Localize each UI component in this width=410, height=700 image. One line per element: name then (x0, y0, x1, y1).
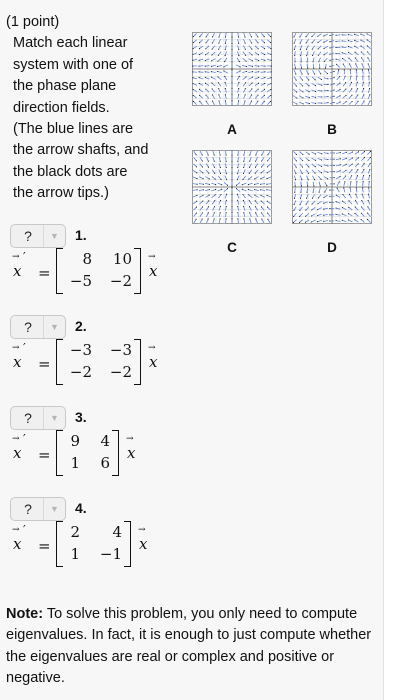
matrix-bracket-right (124, 521, 131, 567)
equals-sign: = (38, 355, 51, 373)
intro-line: the phase plane (13, 78, 117, 95)
lhs-variable: x (13, 444, 22, 462)
matrix-cell: 8 (82, 250, 92, 268)
matrix-cell: 1 (70, 545, 80, 563)
answer-select-3[interactable] (10, 406, 66, 430)
matrix-cell: −2 (109, 272, 132, 290)
system-equation (10, 246, 260, 302)
direction-field-node-icon (192, 150, 272, 224)
system-4 (10, 497, 260, 577)
matrix-bracket-right (134, 339, 141, 385)
answer-select-2[interactable] (10, 315, 66, 339)
select-value: ? (24, 410, 32, 426)
system-number: 3. (75, 409, 87, 425)
note-text: To solve this problem, you only need to compute eigenvalues. In fact, it is enough to just compute whether the eigenvalues are real or complex and positive or negative. (6, 606, 372, 687)
select-value: ? (24, 319, 32, 335)
system-3 (10, 406, 260, 486)
vector-arrow-icon: → (12, 525, 20, 535)
direction-field-saddle-icon (292, 150, 372, 224)
vector-arrow-icon: → (148, 252, 156, 262)
vector-arrow-icon: → (126, 434, 134, 444)
field-label-a: A (227, 122, 237, 137)
matrix-cell: −2 (69, 363, 92, 381)
rhs-variable: x (139, 535, 148, 553)
equals-sign: = (38, 537, 51, 555)
vector-arrow-icon: → (12, 252, 20, 262)
matrix-cell: 2 (70, 523, 80, 541)
matrix-cell: −1 (99, 545, 122, 563)
chevron-down-icon: ▼ (43, 407, 65, 429)
prime-mark: ′ (23, 341, 26, 355)
system-equation (10, 519, 260, 575)
prime-mark: ′ (23, 250, 26, 264)
matrix-cell: −3 (69, 341, 92, 359)
chevron-down-icon: ▼ (43, 225, 65, 247)
matrix-cell: 4 (100, 432, 110, 450)
matrix-cell: −3 (109, 341, 132, 359)
vector-arrow-icon: → (12, 434, 20, 444)
matrix-cell: 10 (112, 250, 132, 268)
direction-field-a[interactable] (192, 32, 272, 106)
intro-line: system with one of (13, 56, 134, 73)
intro-line: the arrow shafts, and (13, 142, 149, 159)
intro-line: the black dots are (13, 163, 128, 180)
matrix-cell: −2 (109, 363, 132, 381)
matrix-cell: 4 (112, 523, 122, 541)
equals-sign: = (38, 446, 51, 464)
matrix-cell: 1 (70, 454, 80, 472)
lhs-variable: x (13, 535, 22, 553)
system-number: 2. (75, 318, 87, 334)
chevron-down-icon: ▼ (43, 316, 65, 338)
rhs-variable: x (149, 262, 158, 280)
answer-select-4[interactable] (10, 497, 66, 521)
system-equation (10, 428, 260, 484)
prime-mark: ′ (23, 523, 26, 537)
rhs-variable: x (149, 353, 158, 371)
chevron-down-icon: ▼ (43, 498, 65, 520)
direction-field-c[interactable] (192, 150, 272, 224)
vector-arrow-icon: → (148, 343, 156, 353)
intro-line: (The blue lines are (13, 121, 134, 138)
system-number: 1. (75, 227, 87, 243)
matrix-bracket-right (134, 248, 141, 294)
rhs-variable: x (127, 444, 136, 462)
vector-arrow-icon: → (12, 343, 20, 353)
matrix-bracket-right (112, 430, 119, 476)
system-equation (10, 337, 260, 393)
lhs-variable: x (13, 262, 22, 280)
field-label-d: D (327, 240, 337, 255)
field-label-b: B (327, 122, 337, 137)
lhs-variable: x (13, 353, 22, 371)
matrix-cell: 9 (70, 432, 80, 450)
system-number: 4. (75, 500, 87, 516)
note-label: Note: (6, 606, 44, 622)
answer-select-1[interactable] (10, 224, 66, 248)
direction-field-saddle-icon (192, 32, 272, 106)
direction-field-d[interactable] (292, 150, 372, 224)
matrix-cell: −5 (69, 272, 92, 290)
select-value: ? (24, 501, 32, 517)
prime-mark: ′ (23, 432, 26, 446)
points-label: (1 point) (6, 14, 60, 30)
field-label-c: C (227, 240, 237, 255)
problem-intro (6, 12, 148, 205)
matrix-cell: 6 (100, 454, 110, 472)
equals-sign: = (38, 264, 51, 282)
system-1 (10, 224, 260, 304)
note-paragraph (6, 604, 378, 690)
intro-line: Match each linear (13, 35, 128, 52)
direction-field-spiral-icon (292, 32, 372, 106)
intro-line: the arrow tips.) (13, 185, 109, 202)
direction-field-b[interactable] (292, 32, 372, 106)
vector-arrow-icon: → (138, 525, 146, 535)
select-value: ? (24, 228, 32, 244)
system-2 (10, 315, 260, 395)
intro-line: direction fields. (13, 99, 110, 116)
